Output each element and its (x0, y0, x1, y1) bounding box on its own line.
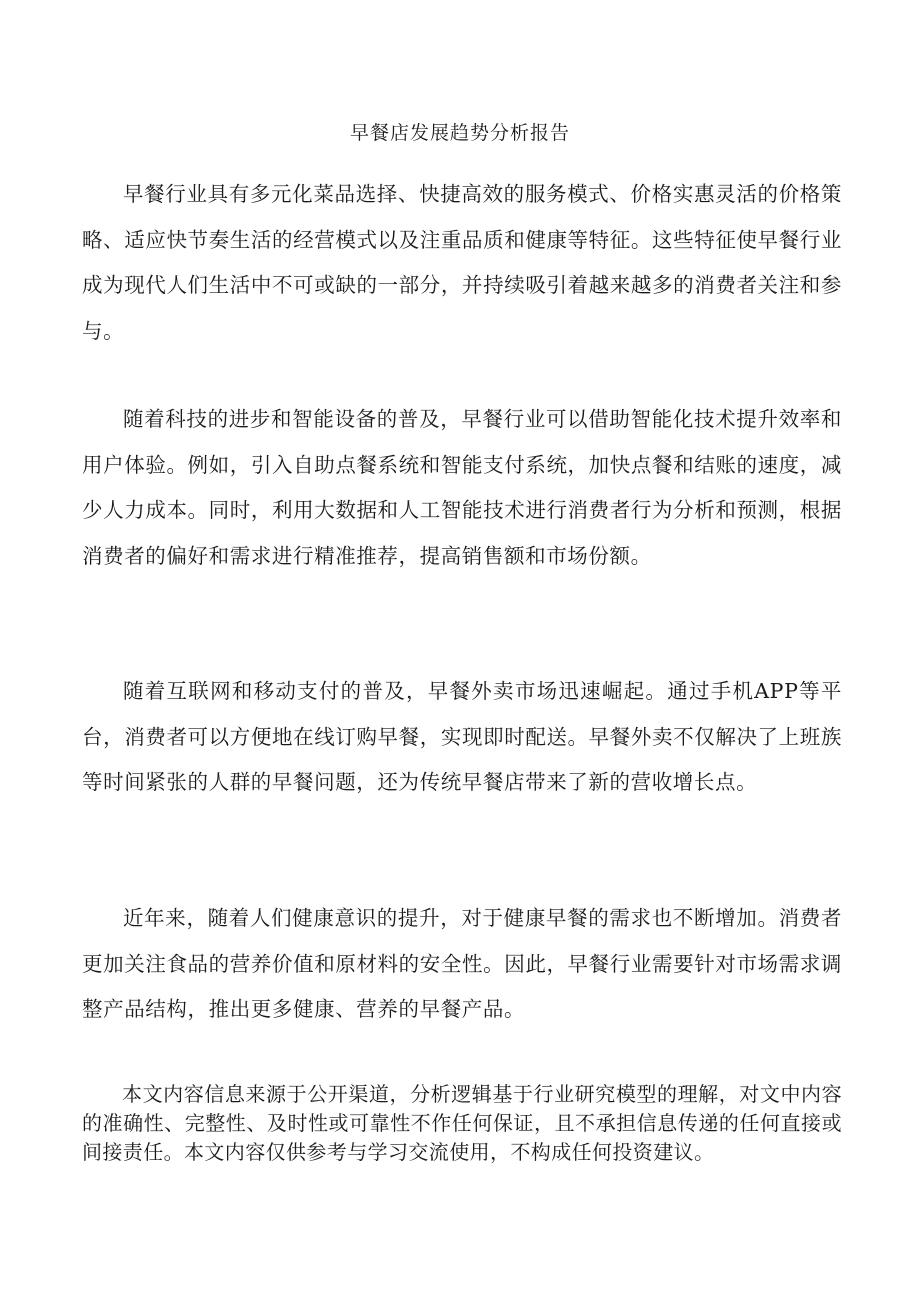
paragraph-smart-technology: 随着科技的进步和智能设备的普及，早餐行业可以借助智能化技术提升效率和用户体验。例如，引入自助点餐系统和智能支付系统，加快点餐和结账的速度，减少人力成本。同时，利用大数据和人工智能技术进行消费者行为分析和预测，根据消费者的偏好和需求进行精准推荐，提高销售额和市场份额。 (82, 407, 842, 568)
document-title: 早餐店发展趋势分析报告 (349, 122, 570, 144)
disclaimer-text: 本文内容信息来源于公开渠道，分析逻辑基于行业研究模型的理解，对文中内容的准确性、完整性、及时性或可靠性不作任何保证，且不承担信息传递的任何直接或间接责任。本文内容仅供参考与学习交流使用，不构成任何投资建议。 (82, 1082, 842, 1164)
paragraph-takeout-market: 随着互联网和移动支付的普及，早餐外卖市场迅速崛起。通过手机APP等平台，消费者可以方便地在线订购早餐，实现即时配送。早餐外卖不仅解决了上班族等时间紧张的人群的早餐问题，还为传统早餐店带来了新的营收增长点。 (82, 679, 842, 794)
paragraph-healthy-breakfast: 近年来，随着人们健康意识的提升，对于健康早餐的需求也不断增加。消费者更加关注食品的营养价值和原材料的安全性。因此，早餐行业需要针对市场需求调整产品结构，推出更多健康、营养的早餐产品。 (82, 906, 842, 1021)
paragraph-industry-features: 早餐行业具有多元化菜品选择、快捷高效的服务模式、价格实惠灵活的价格策略、适应快节奏生活的经营模式以及注重品质和健康等特征。这些特征使早餐行业成为现代人们生活中不可或缺的一部分，并持续吸引着越来越多的消费者关注和参与。 (82, 182, 842, 343)
